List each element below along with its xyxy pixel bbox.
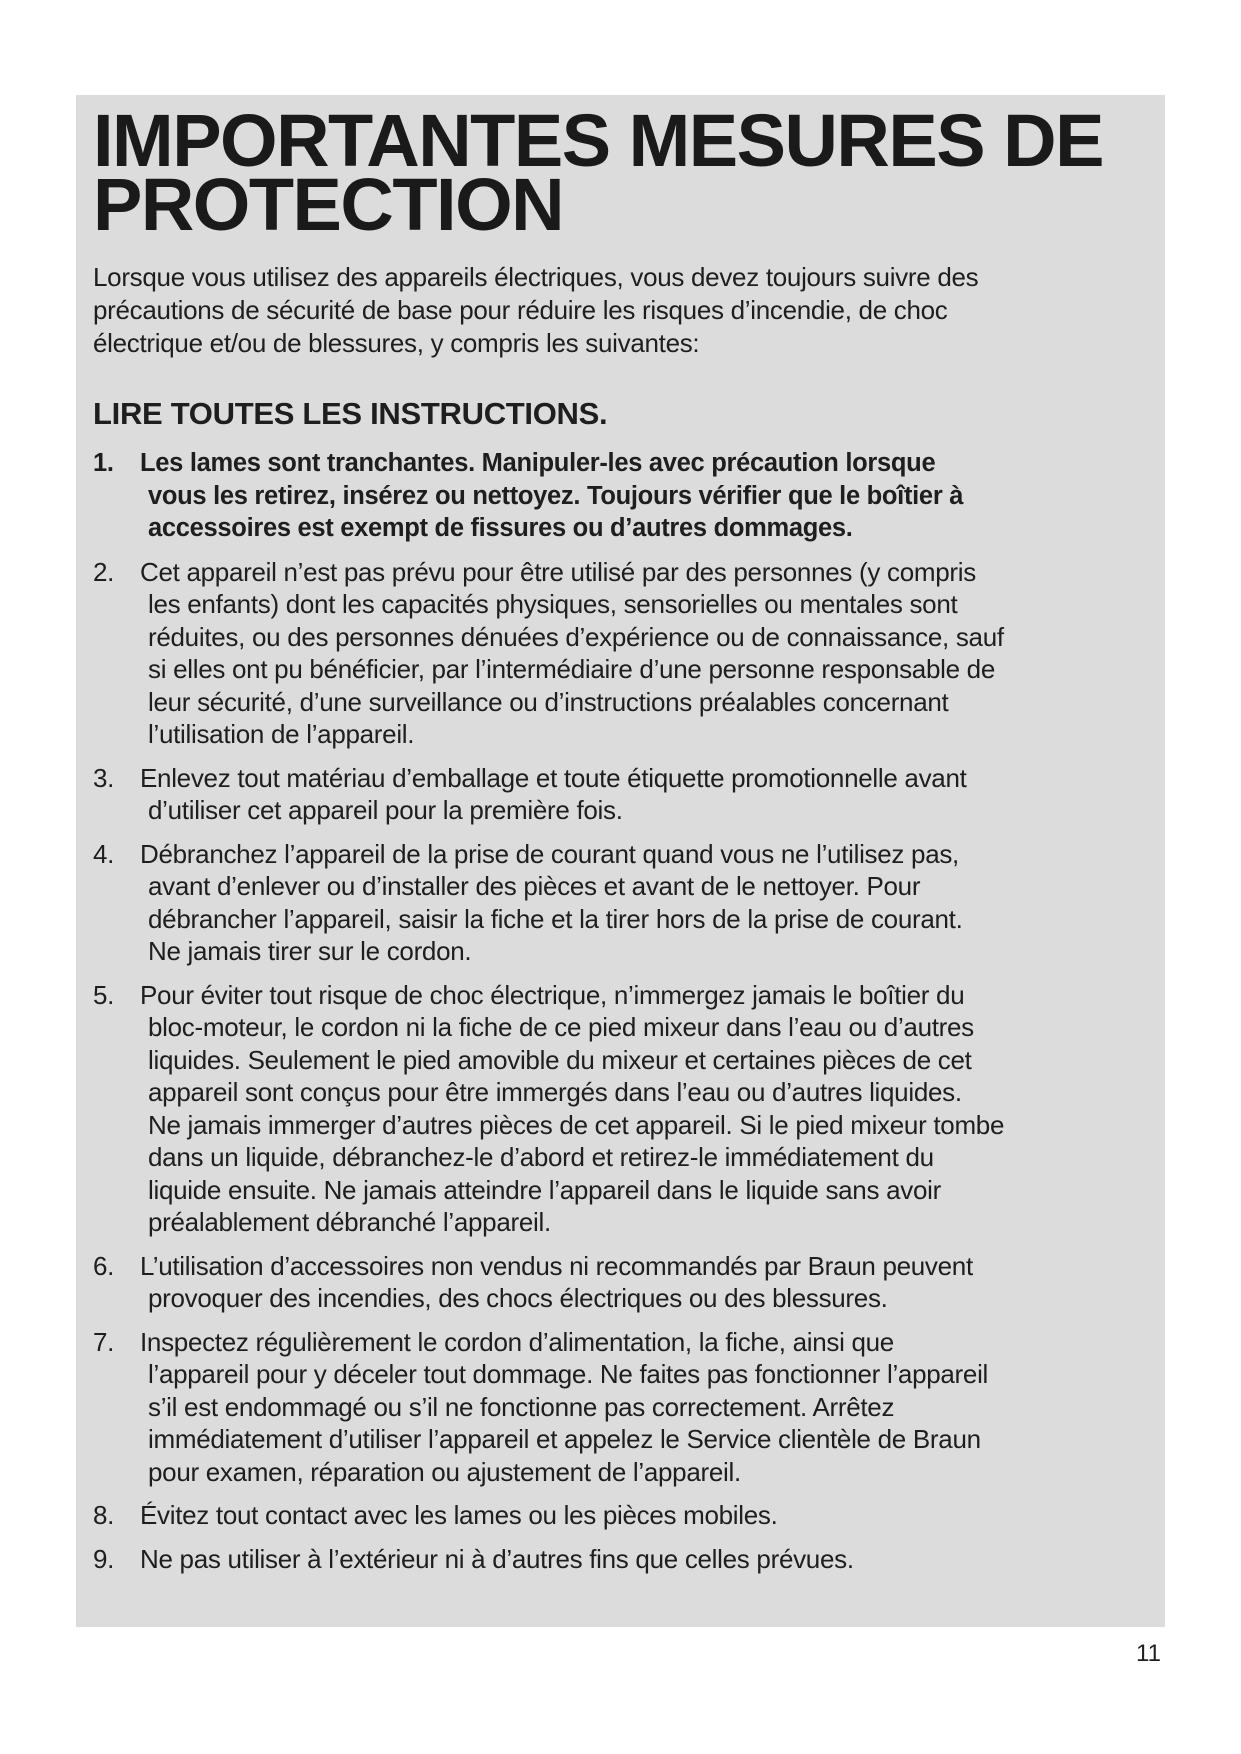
item-line: Débranchez l’appareil de la prise de courant quand vous ne l’utilisez pas, (140, 838, 959, 869)
item-line: Enlevez tout matériau d’emballage et toute étiquette promotionnelle avant (140, 762, 967, 793)
item-number: 1. (93, 449, 114, 477)
item-line: vous les retirez, insérez ou nettoyez. Toujours vérifier que le boîtier à (148, 481, 964, 510)
item-line: l’utilisation de l’appareil. (148, 719, 415, 749)
item-line: d’utiliser cet appareil pour la première fois. (148, 795, 623, 825)
item-line: dans un liquide, débranchez-le d’abord et retirez-le immédiatement du (148, 1142, 934, 1172)
item-line: Évitez tout contact avec les lames ou les pièces mobiles. (140, 1500, 778, 1530)
item-number: 4. (93, 838, 115, 869)
item-line: Inspectez régulièrement le cordon d’alimentation, la fiche, ainsi que (140, 1326, 894, 1357)
item-number: 6. (93, 1250, 115, 1281)
instruction-list (93, 447, 1004, 1586)
item-line: appareil sont conçus pour être immergés dans l’eau ou d’autres liquides. (148, 1077, 962, 1107)
page-title (93, 99, 1103, 246)
title-line: IMPORTANTES MESURES DE (93, 99, 1103, 182)
item-line: si elles ont pu bénéficier, par l’intermédiaire d’une personne responsable de (148, 654, 995, 684)
title-line: PROTECTION (93, 163, 564, 246)
item-line: préalablement débranché l’appareil. (148, 1207, 551, 1237)
intro-paragraph (93, 261, 978, 360)
item-number: 8. (93, 1500, 115, 1530)
item-line: les enfants) dont les capacités physiques, sensorielles ou mentales sont (148, 589, 958, 619)
list-item (93, 838, 1004, 968)
item-number: 7. (93, 1326, 115, 1357)
page-number: 11 (1136, 1640, 1161, 1667)
item-line: débrancher l’appareil, saisir la fiche et la tirer hors de la prise de courant. (148, 903, 963, 934)
list-item (93, 1250, 1004, 1315)
item-line: s’il est endommagé ou s’il ne fonctionne pas correctement. Arrêtez (148, 1391, 895, 1422)
item-line: bloc-moteur, le cordon ni la fiche de ce pied mixeur dans l’eau ou d’autres (148, 1012, 974, 1042)
item-line: liquide ensuite. Ne jamais atteindre l’appareil dans le liquide sans avoir (148, 1174, 941, 1205)
item-number: 3. (93, 762, 115, 793)
intro-line: Lorsque vous utilisez des appareils électriques, vous devez toujours suivre des (93, 262, 979, 292)
item-line: liquides. Seulement le pied amovible du mixeur et certaines pièces de cet (148, 1044, 972, 1075)
list-item (93, 762, 1004, 827)
item-line: Cet appareil n’est pas prévu pour être utilisé par des personnes (y compris (140, 556, 976, 587)
safety-panel (76, 95, 1165, 1627)
item-number: 5. (93, 979, 115, 1010)
intro-line: précautions de sécurité de base pour réduire les risques d’incendie, de choc (93, 295, 948, 325)
item-line: Ne jamais immerger d’autres pièces de cet appareil. Si le pied mixeur tombe (148, 1109, 1005, 1140)
item-number: 2. (93, 556, 115, 587)
section-heading: LIRE TOUTES LES INSTRUCTIONS. (93, 396, 608, 431)
item-line: réduites, ou des personnes dénuées d’expérience ou de connaissance, sauf (148, 621, 1004, 652)
list-item (93, 1543, 1004, 1576)
item-line: avant d’enlever ou d’installer des pièces et avant de le nettoyer. Pour (148, 871, 921, 901)
item-line: Ne jamais tirer sur le cordon. (148, 936, 472, 966)
intro-line: électrique et/ou de blessures, y compris les suivantes: (93, 328, 700, 358)
item-line: l’appareil pour y déceler tout dommage. Ne faites pas fonctionner l’appareil (148, 1359, 989, 1389)
item-number: 9. (93, 1543, 115, 1574)
item-line: Ne pas utiliser à l’extérieur ni à d’autres fins que celles prévues. (140, 1543, 854, 1574)
item-line: leur sécurité, d’une surveillance ou d’instructions préalables concernant (148, 686, 949, 717)
item-line: provoquer des incendies, des chocs électriques ou des blessures. (148, 1283, 888, 1313)
list-item (93, 1326, 1004, 1489)
item-line: Pour éviter tout risque de choc électrique, n’immergez jamais le boîtier du (140, 979, 965, 1010)
list-item (93, 979, 1004, 1239)
list-item (93, 447, 1004, 545)
item-line: pour examen, réparation ou ajustement de l’appareil. (148, 1456, 741, 1487)
list-item (93, 1499, 1004, 1532)
item-line: L’utilisation d’accessoires non vendus ni recommandés par Braun peuvent (140, 1250, 973, 1281)
item-line: accessoires est exempt de fissures ou d’autres dommages. (148, 514, 853, 542)
item-line: immédiatement d’utiliser l’appareil et appelez le Service clientèle de Braun (148, 1424, 981, 1454)
list-item (93, 556, 1004, 751)
item-line: Les lames sont tranchantes. Manipuler-les avec précaution lorsque (140, 449, 936, 477)
